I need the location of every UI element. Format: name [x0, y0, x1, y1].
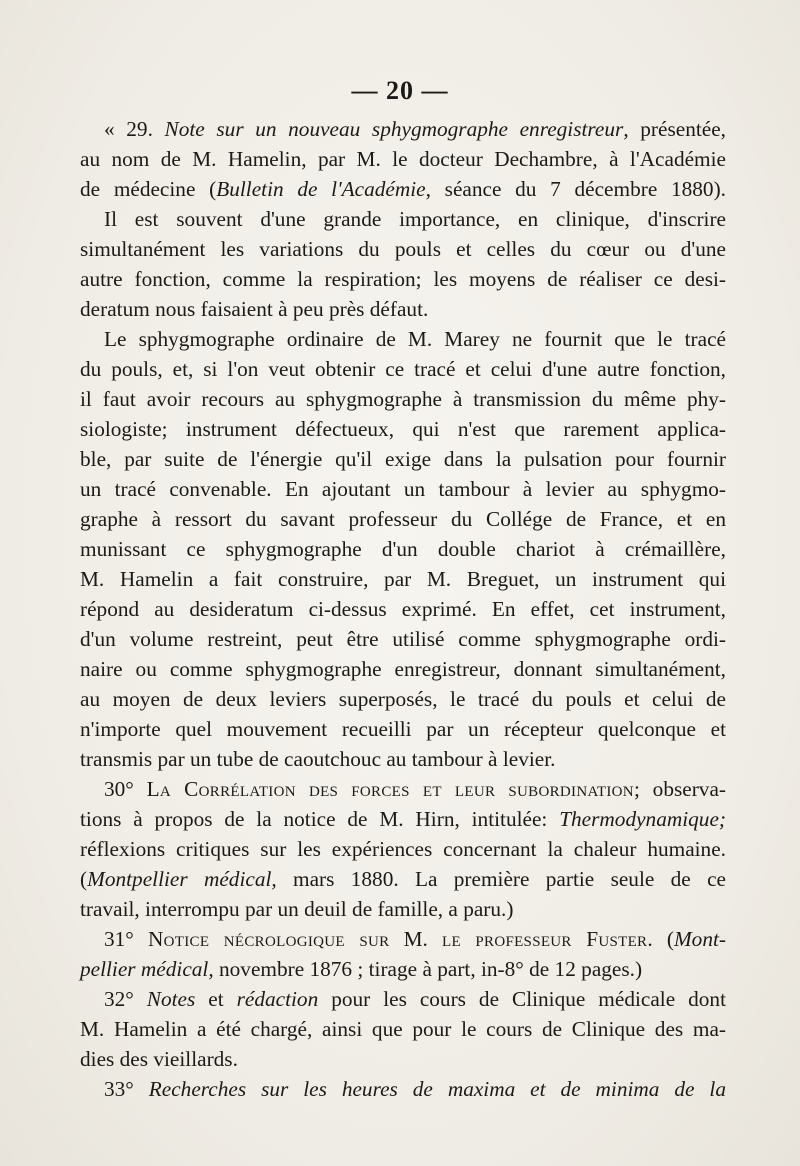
text-segment: naire ou comme sphygmographe enregistreur, donnant simultanément, — [80, 657, 726, 681]
text-segment: mars 1880. La première partie seule de ce — [276, 867, 726, 891]
text-segment: dies des vieillards. — [80, 1047, 238, 1071]
text-line — [80, 444, 726, 474]
text-line — [80, 744, 726, 774]
text-line — [80, 114, 726, 144]
text-segment: Le sphygmographe ordinaire de M. Marey ne fournit que le tracé — [104, 327, 726, 351]
text-line — [80, 774, 726, 804]
text-segment: Thermodynamique; — [559, 807, 726, 831]
text-segment: 32° — [104, 987, 147, 1011]
text-segment: Bulletin de l'Académie — [216, 177, 426, 201]
text-segment: Il est souvent d'une grande importance, en clinique, d'inscrire — [104, 207, 726, 231]
text-segment: Note sur un nouveau sphygmographe enregistreur — [164, 117, 624, 141]
text-line — [80, 684, 726, 714]
text-segment: , présentée, — [623, 117, 726, 141]
text-segment: travail, interrompu par un deuil de famille, a paru.) — [80, 897, 514, 921]
text-line — [80, 504, 726, 534]
text-segment: ; observa- — [633, 777, 726, 801]
text-segment: ( — [80, 867, 88, 891]
text-line — [80, 534, 726, 564]
text-line — [80, 1044, 726, 1074]
text-segment: « 29. — [104, 117, 165, 141]
text-line — [80, 894, 726, 924]
text-segment: 33° — [104, 1077, 149, 1101]
text-segment: autre fonction, comme la respiration; les moyens de réaliser ce desi- — [80, 267, 726, 291]
page-number: — 20 — — [351, 76, 449, 105]
text-line — [80, 384, 726, 414]
text-segment: au nom de M. Hamelin, par M. le docteur Dechambre, à l'Académie — [80, 147, 726, 171]
text-segment: deratum nous faisaient à peu près défaut. — [80, 297, 429, 321]
text-segment: , séance du 7 décembre 1880). — [425, 177, 726, 201]
text-line — [80, 234, 726, 264]
text-segment: M. Hamelin a été chargé, ainsi que pour le cours de Clinique des ma- — [80, 1017, 726, 1041]
text-segment: simultanément les variations du pouls et celles du cœur ou d'une — [80, 237, 726, 261]
text-segment: munissant ce sphygmographe d'un double chariot à crémaillère, — [80, 537, 726, 561]
text-segment: Montpellier médical, — [87, 867, 277, 891]
text-segment: de médecine ( — [80, 177, 217, 201]
text-segment: Mont- — [673, 927, 726, 951]
text-line — [80, 864, 726, 894]
text-segment: réflexions critiques sur les expériences concernant la chaleur humaine. — [80, 837, 726, 861]
text-segment: Recherches sur les heures de maxima et de minima de la — [148, 1077, 726, 1101]
text-segment: au moyen de deux leviers superposés, le tracé du pouls et celui de — [80, 687, 726, 711]
text-line — [80, 354, 726, 384]
text-segment: tions à propos de la notice de M. Hirn, intitulée: — [80, 807, 560, 831]
text-segment: pellier médical, — [80, 957, 214, 981]
text-line — [80, 414, 726, 444]
text-segment: Notes — [146, 987, 196, 1011]
text-line — [80, 264, 726, 294]
text-segment: d'un volume restreint, peut être utilisé comme sphygmographe ordi- — [80, 627, 726, 651]
text-segment: du pouls, et, si l'on veut obtenir ce tracé et celui d'une autre fonction, — [80, 357, 726, 381]
text-line — [80, 474, 726, 504]
text-segment: . ( — [647, 927, 674, 951]
text-segment: Notice nécrologique sur — [147, 927, 390, 951]
text-line — [80, 654, 726, 684]
text-line — [80, 1074, 726, 1104]
text-segment: ble, par suite de l'énergie qu'il exige dans la pulsation pour fournir — [80, 447, 726, 471]
text-segment: 31° — [104, 927, 148, 951]
text-segment: le professeur Fuster — [441, 927, 648, 951]
text-line — [80, 1014, 726, 1044]
text-line — [80, 324, 726, 354]
text-segment: n'importe quel mouvement recueilli par un récepteur quelconque et — [80, 717, 726, 741]
text-segment: siologiste; instrument défectueux, qui n'est que rarement applica- — [80, 417, 726, 441]
text-segment: 30° — [104, 777, 147, 801]
text-line — [80, 834, 726, 864]
text-line — [80, 924, 726, 954]
text-segment: transmis par un tube de caoutchouc au tambour à levier. — [80, 747, 556, 771]
text-line — [80, 294, 726, 324]
text-line — [80, 144, 726, 174]
text-line — [80, 804, 726, 834]
text-segment: graphe à ressort du savant professeur du Collége de France, et en — [80, 507, 726, 531]
text-line — [80, 624, 726, 654]
text-line — [80, 204, 726, 234]
text-line — [80, 714, 726, 744]
text-segment: répond au desideratum ci-dessus exprimé. En effet, cet instrument, — [80, 597, 726, 621]
text-segment: un tracé convenable. En ajoutant un tambour à levier au sphygmo- — [80, 477, 726, 501]
text-segment: il faut avoir recours au sphygmographe à transmission du même phy- — [80, 387, 726, 411]
text-segment: et — [195, 987, 237, 1011]
text-segment: rédaction — [236, 987, 319, 1011]
body-text — [80, 114, 726, 1104]
text-segment: La Corrélation des forces et leur subordination — [146, 777, 634, 801]
text-line — [80, 954, 726, 984]
text-segment: M. Hamelin a fait construire, par M. Breguet, un instrument qui — [80, 567, 726, 591]
text-line — [80, 564, 726, 594]
text-segment: pour les cours de Clinique médicale dont — [318, 987, 726, 1011]
text-segment: M. — [389, 927, 442, 951]
text-line — [80, 984, 726, 1014]
text-segment: novembre 1876 ; tirage à part, in-8° de 12 pages.) — [213, 957, 643, 981]
text-line — [80, 174, 726, 204]
text-line — [80, 594, 726, 624]
